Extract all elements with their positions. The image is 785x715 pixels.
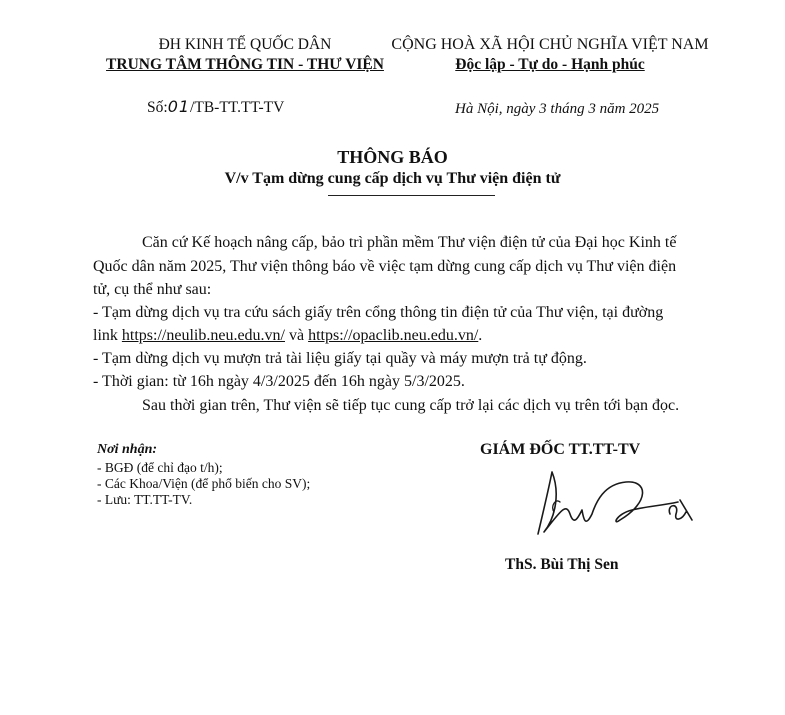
document-number — [147, 97, 284, 117]
title-divider — [328, 195, 495, 196]
link-end: . — [478, 327, 483, 344]
document-number-suffix: /TB-TT.TT-TV — [190, 99, 285, 116]
national-motto: Độc lập - Tự do - Hạnh phúc — [455, 56, 645, 73]
bullet-time-period: - Thời gian: từ 16h ngày 4/3/2025 đến 16h ngày 5/3/2025. — [93, 373, 465, 390]
opaclib-link[interactable]: https://opaclib.neu.edu.vn/ — [308, 327, 479, 344]
document-title: THÔNG BÁO — [337, 147, 448, 167]
link-separator: và — [284, 327, 309, 344]
neulib-link[interactable]: https://neulib.neu.edu.vn/ — [121, 327, 285, 344]
university-name: ĐH KINH TẾ QUỐC DÂN — [158, 36, 332, 53]
document-date: Hà Nội, ngày 3 tháng 3 năm 2025 — [455, 101, 660, 117]
recipient-item: - Lưu: TT.TT-TV. — [97, 492, 193, 507]
document-number-prefix: Số: — [147, 99, 168, 116]
recipient-item: - BGĐ (để chỉ đạo t/h); — [97, 460, 223, 475]
handwritten-signature — [530, 462, 700, 552]
body-paragraph-line: Căn cứ Kế hoạch nâng cấp, bảo trì phần mềm Thư viện điện tử của Đại học Kinh tế — [142, 234, 677, 251]
national-header — [380, 36, 720, 74]
unit-name: TRUNG TÂM THÔNG TIN - THƯ VIỆN — [106, 56, 384, 73]
issuing-organization — [95, 36, 395, 74]
document-number-value: 01 — [167, 97, 191, 116]
bullet-lending-suspension: - Tạm dừng dịch vụ mượn trả tài liệu giấy tại quầy và máy mượn trả tự động. — [93, 350, 587, 367]
signer-name: ThS. Bùi Thị Sen — [505, 556, 619, 573]
recipient-item: - Các Khoa/Viện (để phổ biến cho SV); — [97, 476, 311, 491]
signer-title: GIÁM ĐỐC TT.TT-TV — [480, 441, 641, 458]
closing-paragraph: Sau thời gian trên, Thư viện sẽ tiếp tục cung cấp trở lại các dịch vụ trên tới bạn đọc. — [142, 397, 680, 414]
bullet-links-line — [93, 327, 482, 345]
link-prefix: link — [93, 327, 122, 344]
body-paragraph-line: Quốc dân năm 2025, Thư viện thông báo về việc tạm dừng cung cấp dịch vụ Thư viện điện — [93, 258, 677, 275]
body-paragraph-line: tử, cụ thể như sau: — [93, 281, 212, 298]
country-name: CỘNG HOÀ XÃ HỘI CHỦ NGHĨA VIỆT NAM — [391, 36, 709, 53]
document-subtitle: V/v Tạm dừng cung cấp dịch vụ Thư viện điện tử — [224, 170, 561, 187]
recipients-heading: Nơi nhận: — [97, 442, 158, 457]
bullet-search-suspension: - Tạm dừng dịch vụ tra cứu sách giấy trên cổng thông tin điện tử của Thư viện, tại đường — [93, 304, 664, 321]
